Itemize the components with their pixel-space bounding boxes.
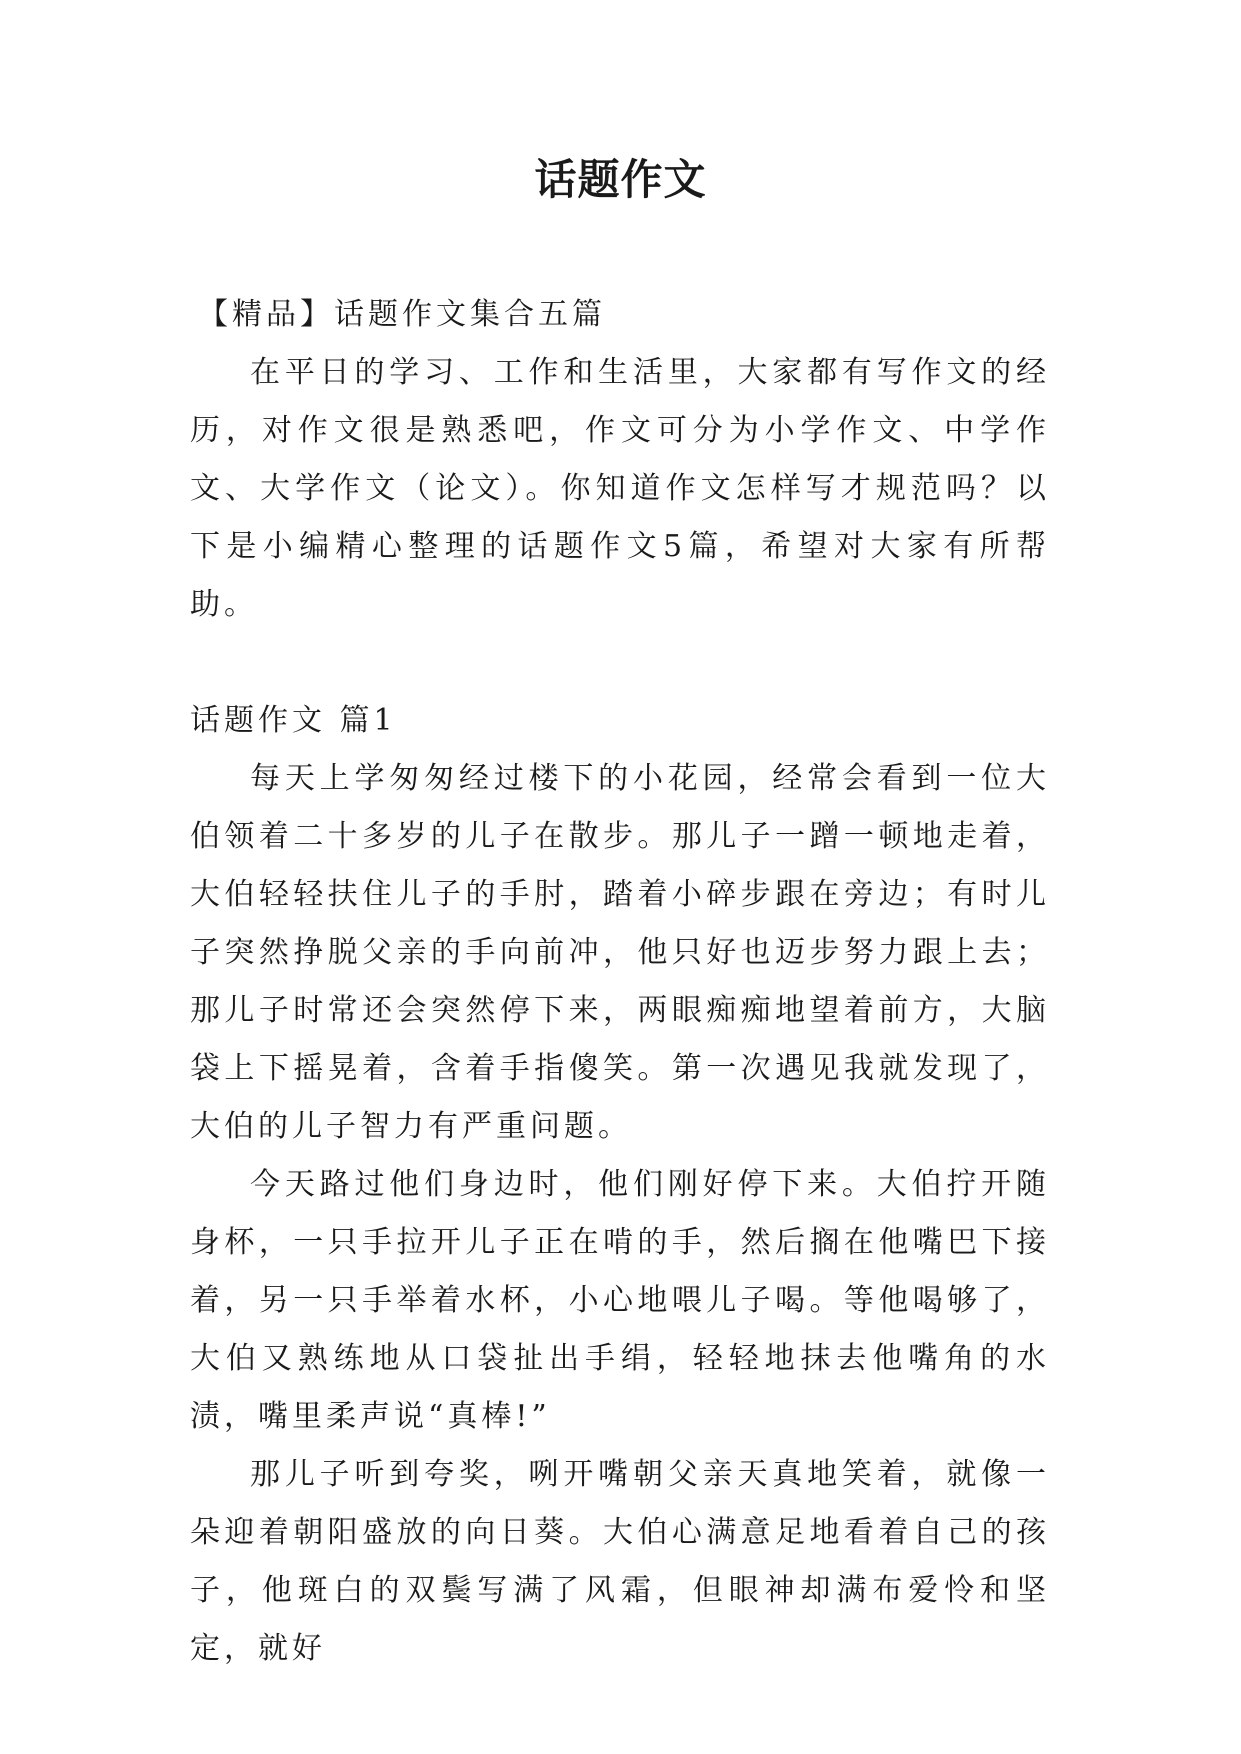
body-paragraph: 今天路过他们身边时，他们刚好停下来。大伯拧开随身杯，一只手拉开儿子正在啃的手，然后搁在他嘴巴下接着，另一只手举着水杯，小心地喂儿子喝。等他喝够了，大伯又熟练地从口袋扯出手绢，轻轻地抹去他嘴角的水渍，嘴里柔声说“真棒!” [190, 1167, 1050, 1434]
body-paragraph: 每天上学匆匆经过楼下的小花园，经常会看到一位大伯领着二十多岁的儿子在散步。那儿子一蹭一顿地走着，大伯轻轻扶住儿子的手肘，踏着小碎步跟在旁边；有时儿子突然挣脱父亲的手向前冲，他只好也迈步努力跟上去；那儿子时常还会突然停下来，两眼痴痴地望着前方，大脑袋上下摇晃着，含着手指傻笑。第一次遇见我就发现了，大伯的儿子智力有严重问题。 [190, 761, 1050, 1144]
document-title: 话题作文 [534, 155, 707, 204]
document-body [190, 286, 1050, 1678]
intro-paragraph: 在平日的学习、工作和生活里，大家都有写作文的经历，对作文很是熟悉吧，作文可分为小学作文、中学作文、大学作文（论文）。你知道作文怎样写才规范吗？以下是小编精心整理的话题作文5篇，希望对大家有所帮助。 [190, 355, 1050, 622]
document-subtitle: 【精品】话题作文集合五篇 [198, 297, 606, 332]
body-paragraph: 那儿子听到夸奖，咧开嘴朝父亲天真地笑着，就像一朵迎着朝阳盛放的向日葵。大伯心满意足地看着自己的孩子，他斑白的双鬓写满了风霜，但眼神却满布爱怜和坚定，就好 [190, 1457, 1050, 1666]
section-heading: 话题作文 篇1 [190, 703, 397, 738]
